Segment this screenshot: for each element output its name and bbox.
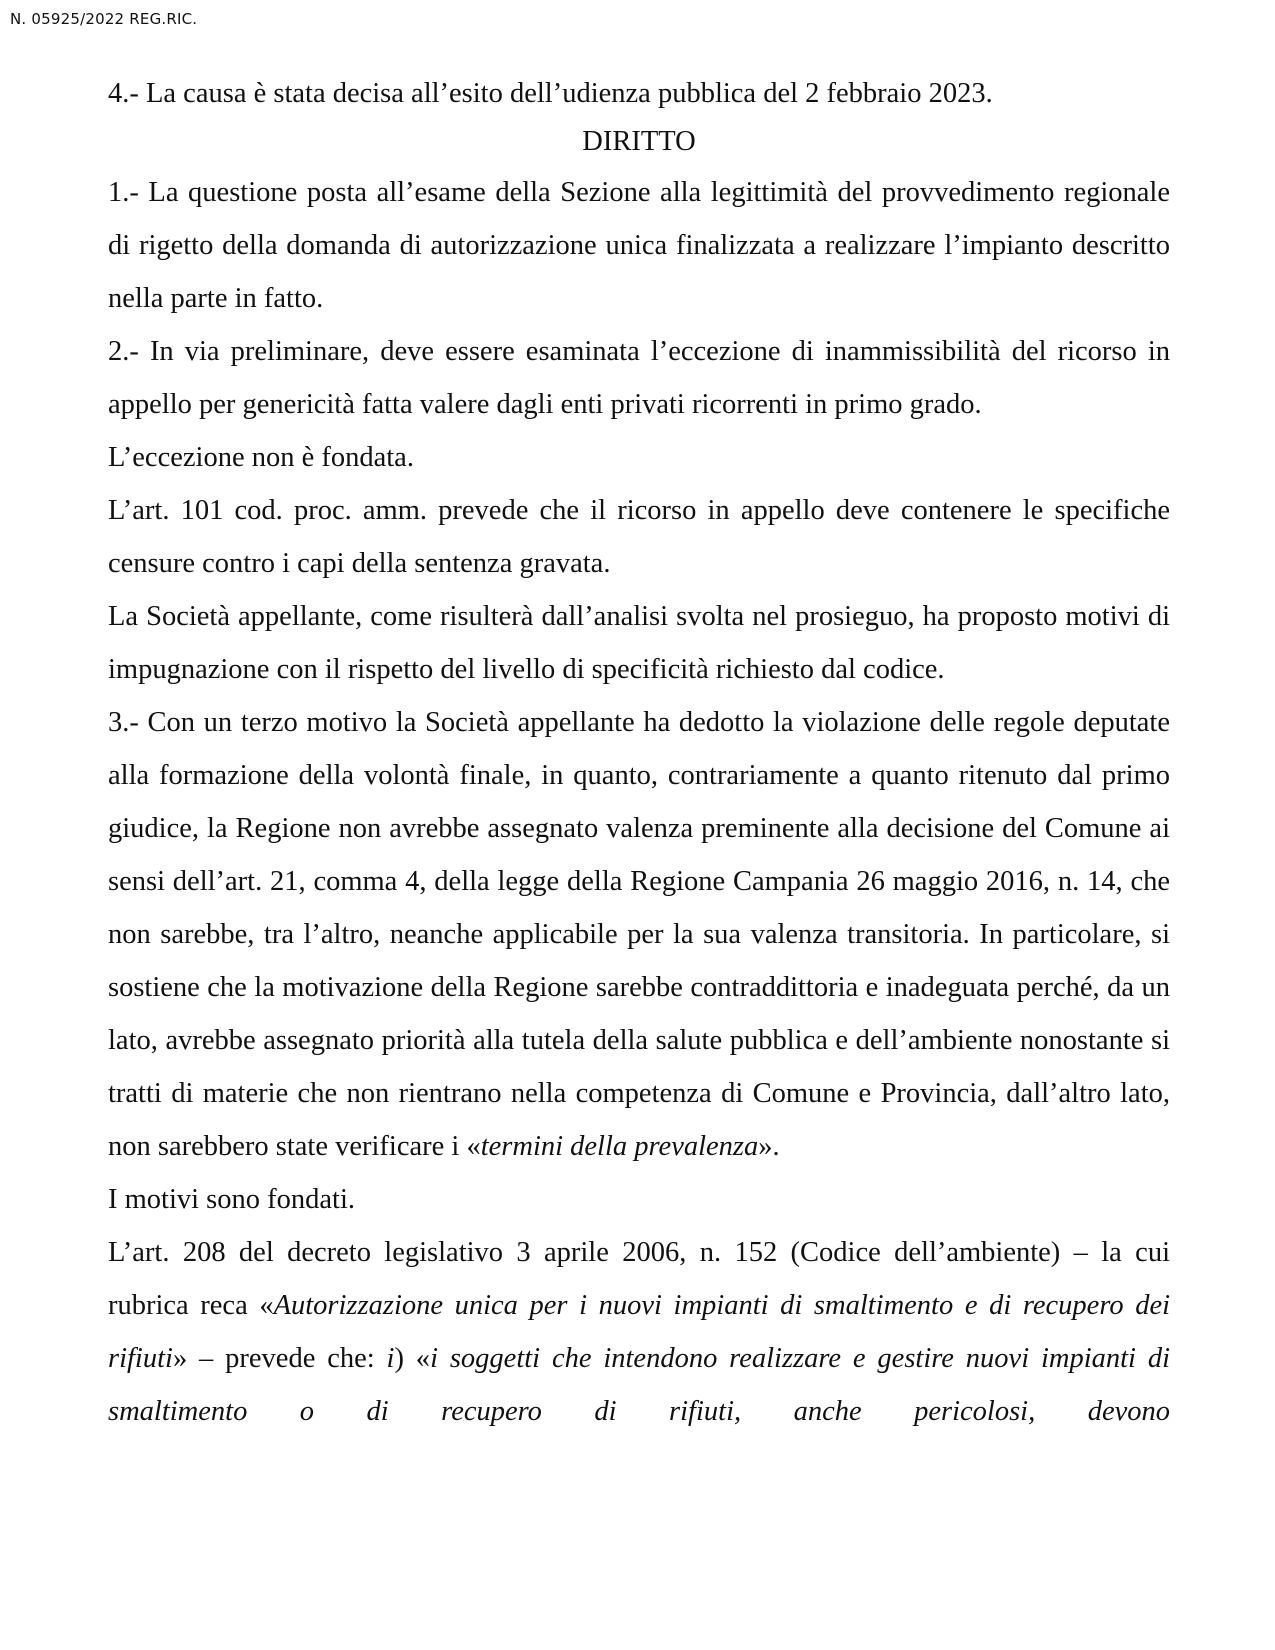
paragraph-8-e: ) « — [394, 1343, 431, 1374]
section-heading: DIRITTO — [582, 126, 696, 157]
paragraph-7: I motivi sono fondati. — [108, 1184, 355, 1215]
paragraph-6 — [108, 696, 1170, 1173]
paragraph-6-text: 3.- Con un terzo motivo la Società appellante ha dedotto la violazione delle regole deputate alla formazione della volontà finale, in quanto, contrariamente a quanto ritenuto dal primo giudice, la Regione non avrebbe assegnato valenza preminente alla decisione del Comune ai sensi dell’art. 21, comma 4, della legge della Regione Campania 26 maggio 2016, n. 14, che non sarebbe, tra l’altro, neanche applicabile per la sua valenza transitoria. In particolare, si sostiene che la motivazione della Regione sarebbe contraddittoria e inadeguata perché, da un lato, avrebbe assegnato priorità alla tutela della salute pubblica e dell’ambiente nonostante si tratti di materie che non rientrano nella competenza di Comune e Provincia, dall’altro lato, non sarebbero state verificare i « — [108, 707, 1170, 1162]
paragraph-3: L’eccezione non è fondata. — [108, 442, 414, 473]
paragraph-8-a: L’art. 208 del decreto legislativo 3 aprile 2006, n. 152 (Codice dell’ambiente) – la cui rubrica reca « — [108, 1237, 1170, 1321]
paragraph-4: L’art. 101 cod. proc. amm. prevede che il ricorso in appello deve contenere le specifiche censure contro i capi della sentenza gravata. — [108, 495, 1170, 579]
paragraph-5: La Società appellante, come risulterà dall’analisi svolta nel prosieguo, ha proposto motivi di impugnazione con il rispetto del livello di specificità richiesto dal codice. — [108, 601, 1170, 685]
paragraph-8-rubric: Autorizzazione unica per i nuovi impianti di smaltimento e di recupero dei rifiuti — [108, 1290, 1171, 1374]
paragraph-2: 2.- In via preliminare, deve essere esaminata l’eccezione di inammissibilità del ricorso in appello per genericità fatta valere dagli enti privati ricorrenti in primo grado. — [108, 336, 1170, 420]
paragraph-8-quote: i soggetti che intendono realizzare e gestire nuovi impianti di smaltimento o di recupero di rifiuti, anche pericolosi, devono — [108, 1343, 1171, 1427]
paragraph-8-item: i — [386, 1343, 395, 1374]
paragraph-6-italic: termini della prevalenza — [480, 1131, 759, 1162]
paragraph-1: 1.- La questione posta all’esame della Sezione alla legittimità del provvedimento regionale di rigetto della domanda di autorizzazione unica finalizzata a realizzare l’impianto descritto nella parte in fatto. — [108, 177, 1170, 314]
paragraph-8 — [108, 1226, 1170, 1438]
registry-number: N. 05925/2022 REG.RIC. — [10, 10, 198, 28]
document-body — [108, 70, 1170, 1438]
paragraph-6-end: ». — [758, 1131, 780, 1162]
paragraph-8-c: » – prevede che: — [172, 1343, 387, 1374]
paragraph-hearing: 4.- La causa è stata decisa all’esito dell’udienza pubblica del 2 febbraio 2023. — [108, 78, 993, 109]
